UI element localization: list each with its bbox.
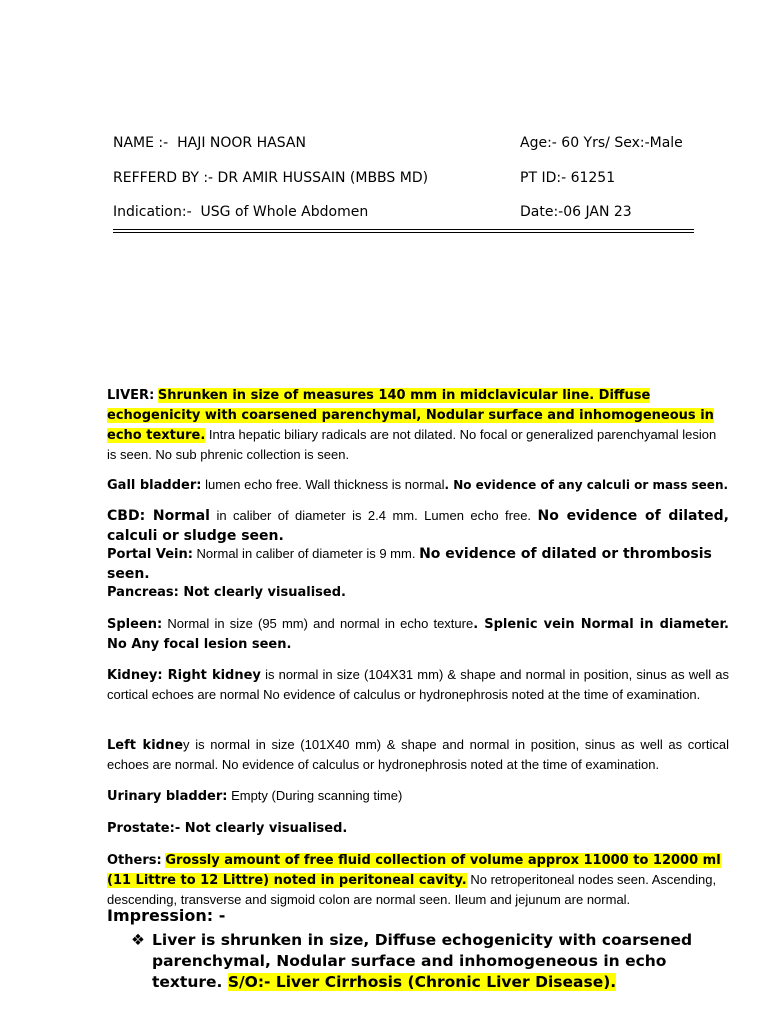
- age-sex: Age:- 60 Yrs/ Sex:-Male: [520, 135, 683, 151]
- referred-by: [113, 170, 428, 186]
- gall-bladder-bold: . No evidence of any calculi or mass seen.: [444, 478, 729, 492]
- kidney-text: is normal in size (104X31 mm) & shape and normal in position, sinus as well as cortical echoes are normal No evidence of calculus or hydronephrosis noted at the time of examination.: [107, 667, 730, 702]
- referred-value: DR AMIR HUSSAIN (MBBS MD): [217, 170, 429, 186]
- indication-value: USG of Whole Abdomen: [200, 204, 369, 220]
- patient-name: [113, 135, 306, 151]
- portal-vein-text: Normal in caliber of diameter is 9 mm.: [196, 546, 416, 561]
- impression-text: Liver is shrunken in size, Diffuse echogenicity with coarsened parenchymal, Nodular surface and inhomogeneous in echo texture.: [152, 931, 693, 991]
- urinary-bladder-section: [107, 786, 729, 806]
- others-label: Others:: [107, 853, 162, 868]
- header-divider-top: [113, 229, 694, 230]
- prostate-section: [107, 818, 729, 838]
- portal-vein-section: [107, 544, 729, 584]
- spleen-section: [107, 614, 729, 654]
- cbd-section: [107, 506, 729, 546]
- referred-label: REFFERD BY :-: [113, 170, 214, 186]
- left-kidney-section: [107, 735, 729, 774]
- pancreas-section: [107, 582, 729, 602]
- indication: [113, 204, 368, 220]
- gall-bladder-section: [107, 475, 729, 495]
- cbd-bold: No evidence of dilated, calculi or sludge seen.: [107, 508, 729, 544]
- pancreas-text: Pancreas: Not clearly visualised.: [107, 585, 346, 600]
- name-value: HAJI NOOR HASAN: [177, 135, 306, 151]
- impression-highlight: S/O:- Liver Cirrhosis (Chronic Liver Disease).: [227, 973, 617, 991]
- liver-section: [107, 385, 729, 464]
- spleen-label: Spleen:: [107, 617, 163, 632]
- gall-bladder-label: Gall bladder:: [107, 478, 202, 493]
- indication-label: Indication:-: [113, 204, 192, 220]
- liver-text: Intra hepatic biliary radicals are not dilated. No focal or generalized parenchyamal lesion is seen. No sub phrenic collection is seen.: [107, 427, 717, 462]
- urinary-bladder-text: Empty (During scanning time): [231, 788, 403, 803]
- left-kidney-text: y is normal in size (101X40 mm) & shape and normal in position, sinus as well as cortical echoes are normal. No evidence of calculus or hydronephrosis noted at the time of examination.: [107, 737, 729, 772]
- urinary-bladder-label: Urinary bladder:: [107, 789, 228, 804]
- spleen-text: Normal in size (95 mm) and normal in echo texture: [167, 616, 474, 631]
- header-divider-bottom: [113, 232, 694, 233]
- liver-finding-highlight: Shrunken in size of measures 140 mm in midclavicular line. Diffuse echogenicity with coarsened parenchymal, Nodular surface and inhomogeneous in echo texture.: [107, 388, 714, 443]
- impression-title: Impression: -: [107, 906, 226, 925]
- kidney-section: [107, 665, 729, 704]
- portal-vein-label: Portal Vein:: [107, 547, 193, 562]
- left-kidney-label: Left kidne: [107, 738, 184, 753]
- liver-label: LIVER:: [107, 388, 155, 403]
- cbd-label: CBD: Normal: [107, 508, 210, 524]
- diamond-bullet-icon: ❖: [131, 931, 145, 949]
- report-date: Date:-06 JAN 23: [520, 204, 632, 220]
- others-text: No retroperitoneal nodes seen. Ascending, descending, transverse and sigmoid colon are normal seen. Ileum and jejunum are normal.: [107, 872, 717, 907]
- spleen-bold: . Splenic vein Normal in diameter. No Any focal lesion seen.: [107, 617, 729, 652]
- others-finding-highlight: Grossly amount of free fluid collection of volume approx 11000 to 12000 ml (11 Littre to 12 Littre) noted in peritoneal cavity.: [107, 853, 721, 888]
- others-section: [107, 850, 729, 909]
- impression-item: [131, 930, 721, 993]
- name-label: NAME :-: [113, 135, 169, 151]
- patient-id: PT ID:- 61251: [520, 170, 616, 186]
- prostate-text: Prostate:- Not clearly visualised.: [107, 821, 348, 836]
- gall-bladder-text: lumen echo free. Wall thickness is normal: [205, 477, 445, 492]
- portal-vein-bold: No evidence of dilated or thrombosis seen.: [107, 546, 712, 582]
- cbd-text: in caliber of diameter is 2.4 mm. Lumen echo free.: [216, 508, 532, 523]
- kidney-label: Kidney: Right kidney: [107, 668, 261, 683]
